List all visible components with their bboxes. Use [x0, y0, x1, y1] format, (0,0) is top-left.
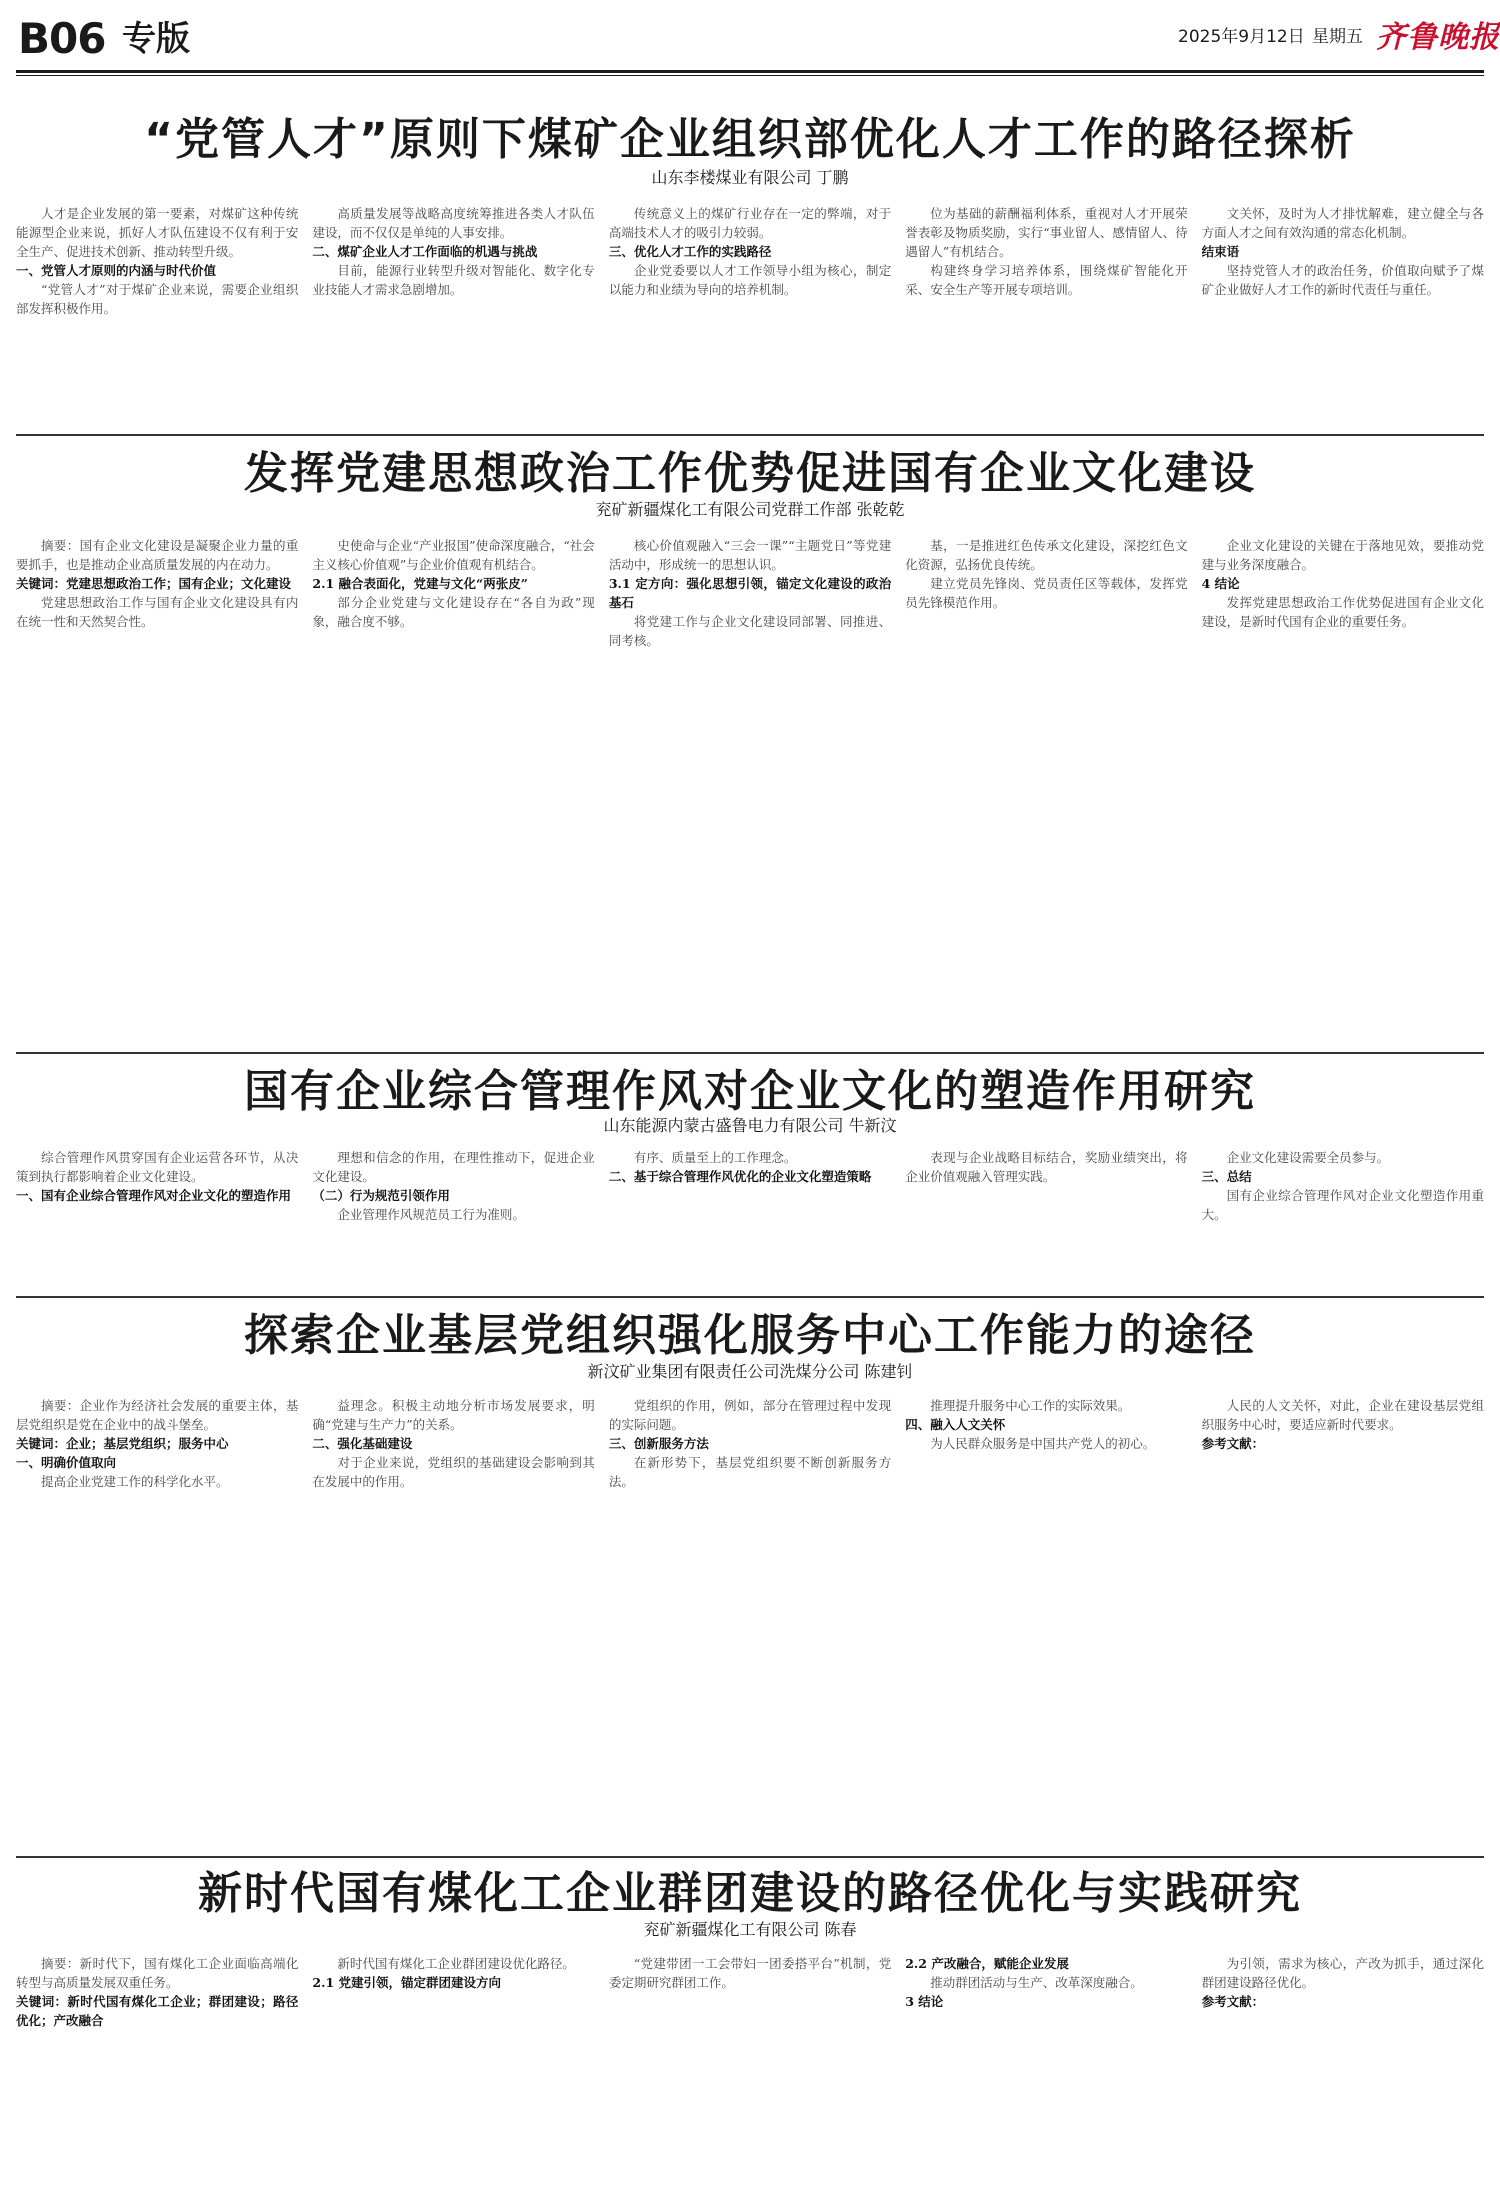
- body-column: 为引领，需求为核心，产改为抓手，通过深化群团建设路径优化。 参考文献：: [1201, 1956, 1485, 2009]
- section-heading: 二、强化基础建设: [312, 1436, 413, 1451]
- article-byline: 兖矿新疆煤化工有限公司 陈春: [643, 1920, 857, 1939]
- body-column: 高质量发展等战略高度统筹推进各类人才队伍建设，而不仅仅是单纯的人事安排。 二、煤矿企业人才工作面临的机遇与挑战 目前，能源行业转型升级对智能化、数字化专业技能人才需求急剧增加。: [312, 206, 595, 297]
- article-title: 国有企业综合管理作风对企业文化的塑造作用研究: [244, 1066, 1256, 1117]
- body-column: 文关怀，及时为人才排忧解难，建立健全与各方面人才之间有效沟通的常态化机制。 结束语 坚持党管人才的政治任务，价值取向赋予了煤矿企业做好人才工作的新时代责任与重任。: [1201, 206, 1485, 297]
- section-heading: 三、优化人才工作的实践路径: [608, 244, 772, 259]
- article-byline: 兖矿新疆煤化工有限公司党群工作部 张乾乾: [595, 500, 905, 519]
- issue-date: 2025年9月12日: [1178, 27, 1305, 47]
- masthead: [0, 0, 1500, 80]
- article-5: [16, 1860, 1484, 2190]
- section-heading: 关键词：新时代国有煤化工企业；群团建设；路径优化；产改融合: [16, 1994, 299, 2028]
- masthead-rule: [16, 70, 1484, 73]
- article-body: [16, 1954, 1484, 2186]
- article-title: 新时代国有煤化工企业群团建设的路径优化与实践研究: [198, 1868, 1302, 1919]
- article-byline: 新汶矿业集团有限责任公司洗煤分公司 陈建钊: [587, 1362, 913, 1381]
- section-heading: 4 结论: [1201, 576, 1240, 591]
- article-divider: [16, 434, 1484, 436]
- body-column: 位为基础的薪酬福利体系，重视对人才开展荣誉表彰及物质奖励，实行“事业留人、感情留人、待遇留人”有机结合。 构建终身学习培养体系，围绕煤矿智能化开采、安全生产等开展专项培训。: [905, 206, 1188, 297]
- section-heading: 一、党管人才原则的内涵与时代价值: [16, 263, 217, 278]
- article-divider: [16, 1296, 1484, 1298]
- body-column: 推理提升服务中心工作的实际效果。 四、融入人文关怀 为人民群众服务是中国共产党人的初心。: [905, 1396, 1187, 1852]
- body-column: 企业文化建设的关键在于落地见效，要推动党建与业务深度融合。 4 结论 发挥党建思想政治工作优势促进国有企业文化建设，是新时代国有企业的重要任务。: [1201, 538, 1485, 629]
- article-1: [16, 108, 1484, 434]
- body-column: 人才是企业发展的第一要素，对煤矿这种传统能源型企业来说，抓好人才队伍建设不仅有利于安全生产、促进技术创新、推动转型升级。 一、党管人才原则的内涵与时代价值 “党管人才”对于煤矿企业来说，需要企业组织部发挥积极作用。: [16, 206, 299, 316]
- newspaper-logo: 齐鲁晚报: [1376, 20, 1500, 55]
- body-column: 有序、质量至上的工作理念。 二、基于综合管理作风优化的企业文化塑造策略: [609, 1148, 891, 1292]
- section-heading: 3.1 定方向：强化思想引领，锚定文化建设的政治基石: [608, 576, 892, 610]
- article-byline: 山东李楼煤业有限公司 丁鹏: [651, 168, 849, 187]
- article-byline: 山东能源内蒙古盛鲁电力有限公司 牛新汶: [603, 1116, 897, 1135]
- body-column: 综合管理作风贯穿国有企业运营各环节，从决策到执行都影响着企业文化建设。 一、国有企业综合管理作风对企业文化的塑造作用: [16, 1150, 299, 1203]
- body-column: 基，一是推进红色传承文化建设，深挖红色文化资源，弘扬优良传统。 建立党员先锋岗、党员责任区等载体，发挥党员先锋模范作用。: [905, 538, 1188, 610]
- section-heading: 三、创新服务方法: [608, 1436, 709, 1451]
- body-column: 益理念。积极主动地分析市场发展要求，明确“党建与生产力”的关系。 二、强化基础建设 对于企业来说，党组织的基础建设会影响到其在发展中的作用。: [312, 1398, 595, 1489]
- body-column: 摘要：新时代下，国有煤化工企业面临高端化转型与高质量发展双重任务。 关键词：新时代国有煤化工企业；群团建设；路径优化；产改融合: [16, 1956, 299, 2028]
- section-heading: 结束语: [1201, 244, 1240, 259]
- body-column: 表现与企业战略目标结合，奖励业绩突出，将企业价值观融入管理实践。: [905, 1150, 1188, 1184]
- section-heading: 关键词：党建思想政治工作；国有企业；文化建设: [16, 576, 292, 591]
- article-body: [16, 536, 1484, 1044]
- body-column: 传统意义上的煤矿行业存在一定的弊端，对于高端技术人才的吸引力较弱。 三、优化人才工作的实践路径 企业党委要以人才工作领导小组为核心，制定以能力和业绩为导向的培养机制。: [608, 206, 892, 297]
- body-column: 摘要：企业作为经济社会发展的重要主体，基层党组织是党在企业中的战斗堡垒。 关键词：企业；基层党组织；服务中心 一、明确价值取向 提高企业党建工作的科学化水平。: [16, 1398, 299, 1489]
- section-heading: 二、煤矿企业人才工作面临的机遇与挑战: [312, 244, 538, 259]
- body-column: 摘要：国有企业文化建设是凝聚企业力量的重要抓手，也是推动企业高质量发展的内在动力。 关键词：党建思想政治工作；国有企业；文化建设 党建思想政治工作与国有企业文化建设具有内在统一性和天然契合性。: [16, 538, 299, 629]
- masthead-rule-thin: [16, 75, 1484, 76]
- body-column: 人民的人文关怀，对此，企业在建设基层党组织服务中心时，要适应新时代要求。 参考文献：: [1201, 1398, 1485, 1451]
- section-heading: 2.1 党建引领，锚定群团建设方向: [312, 1975, 502, 1990]
- body-column: 党组织的作用，例如，部分在管理过程中发现的实际问题。 三、创新服务方法 在新形势下，基层党组织要不断创新服务方法。: [608, 1398, 892, 1489]
- article-2: [16, 438, 1484, 1052]
- body-column: 史使命与企业“产业报国”使命深度融合，“社会主义核心价值观”与企业价值观有机结合。 2.1 融合表面化，党建与文化“两张皮” 部分企业党建与文化建设存在“各自为政”现象，融合度不够。: [312, 538, 595, 629]
- body-column: 新时代国有煤化工企业群团建设优化路径。 2.1 党建引领，锚定群团建设方向: [312, 1954, 594, 2186]
- body-column: 理想和信念的作用，在理性推动下，促进企业文化建设。 （二）行为规范引领作用 企业管理作风规范员工行为准则。: [312, 1150, 595, 1222]
- issue-weekday: 星期五: [1312, 27, 1363, 47]
- article-body: [16, 1148, 1484, 1292]
- article-title: 探索企业基层党组织强化服务中心工作能力的途径: [244, 1310, 1256, 1361]
- article-body: [16, 204, 1484, 430]
- section-heading: 三、总结: [1201, 1169, 1252, 1184]
- article-title: “党管人才”原则下煤矿企业组织部优化人才工作的路径探析: [144, 114, 1356, 165]
- section-heading: 一、明确价值取向: [16, 1455, 117, 1470]
- section-heading: 2.2 产改融合，赋能企业发展: [905, 1956, 1069, 1971]
- section-name: 专版: [122, 19, 190, 59]
- article-4: [16, 1300, 1484, 1856]
- section-heading: 3 结论: [905, 1994, 944, 2009]
- section-heading: 四、融入人文关怀: [905, 1417, 1006, 1432]
- body-column: 核心价值观融入“三会一课”“主题党日”等党建活动中，形成统一的思想认识。 3.1 定方向：强化思想引领，锚定文化建设的政治基石 将党建工作与企业文化建设同部署、同推进、同考核。: [608, 538, 892, 648]
- article-body: [16, 1396, 1484, 1852]
- body-column: “党建带团一工会带妇一团委搭平台”机制，党委定期研究群团工作。: [608, 1956, 892, 1990]
- article-3: [16, 1056, 1484, 1296]
- body-column: 企业文化建设需要全员参与。 三、总结 国有企业综合管理作风对企业文化塑造作用重大。: [1201, 1150, 1485, 1222]
- article-divider: [16, 1052, 1484, 1054]
- section-heading: 2.1 融合表面化，党建与文化“两张皮”: [312, 576, 528, 591]
- section-heading: 一、国有企业综合管理作风对企业文化的塑造作用: [16, 1188, 292, 1203]
- section-heading: 关键词：企业；基层党组织；服务中心: [16, 1436, 229, 1451]
- body-column: 2.2 产改融合，赋能企业发展 推动群团活动与生产、改革深度融合。 3 结论: [905, 1954, 1187, 2186]
- section-heading: 参考文献：: [1201, 1994, 1265, 2009]
- section-heading: （二）行为规范引领作用: [312, 1188, 450, 1203]
- section-heading: 二、基于综合管理作风优化的企业文化塑造策略: [608, 1169, 872, 1184]
- section-heading: 参考文献：: [1201, 1436, 1265, 1451]
- article-title: 发挥党建思想政治工作优势促进国有企业文化建设: [244, 448, 1256, 499]
- page-number: B06: [18, 14, 106, 63]
- article-divider: [16, 1856, 1484, 1858]
